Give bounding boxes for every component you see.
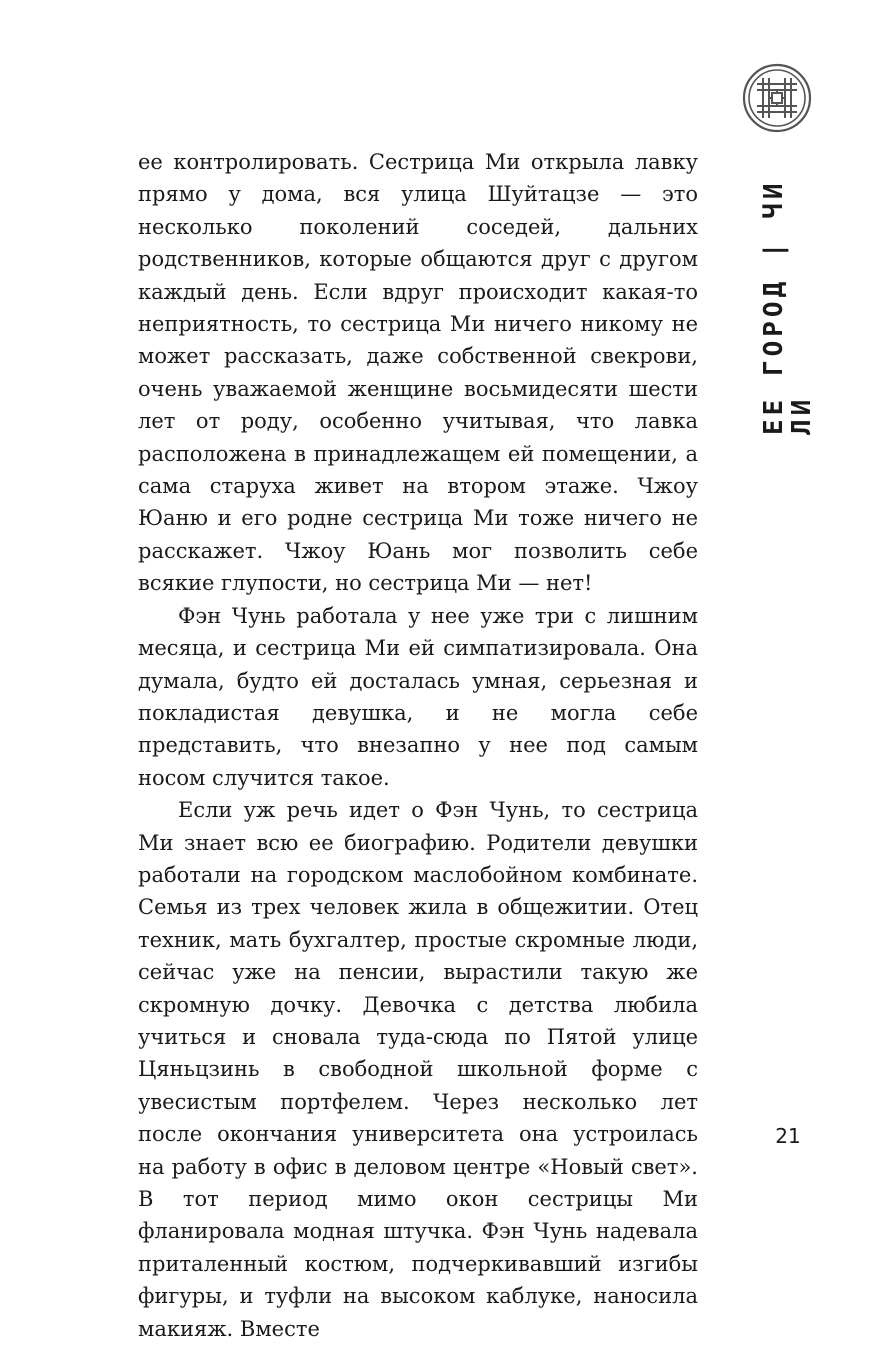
page-number: 21 <box>775 1124 801 1148</box>
paragraph: Если уж речь идет о Фэн Чунь, то сестрица Ми знает всю ее биографию. Родители девушки работали на городском маслобойном комбинате. Семья из трех человек жила в общежитии. Отец техник, мать бухгалтер, простые скромные люди, сейчас уже на пенсии, вырастили такую же скромную дочку. Девочка с детства любила учиться и сновала туда-сюда по Пятой улице Цяньцзинь в свободной школьной форме с увесистым портфелем. Через несколько лет после окончания университета она устроилась на работу в офис в деловом центре «Новый свет». В тот период мимо окон сестрицы Ми фланировала модная штучка. Фэн Чунь надевала приталенный костюм, подчеркивавший изгибы фигуры, и туфли на высоком каблуке, наносила макияж. Вместе <box>138 798 698 1341</box>
paragraph: Фэн Чунь работала у нее уже три с лишним месяца, и сестрица Ми ей симпатизировала. Она думала, будто ей досталась умная, серьезная и покладистая девушка, и не могла себе представить, что внезапно у нее под самым носом случится такое. <box>138 603 698 790</box>
paragraph: ее контролировать. Сестрица Ми открыла лавку прямо у дома, вся улица Шуйтацзе — это несколько поколений соседей, дальних родственников, которые общаются друг с другом каждый день. Если вдруг происходит какая-то неприятность, то сестрица Ми ничего никому не может рассказать, даже собственной свекрови, очень уважаемой женщине восьмидесяти шести лет от роду, особенно учитывая, что лавка расположена в принадлежащем ей помещении, а сама старуха живет на втором этаже. Чжоу Юаню и его родне сестрица Ми тоже ничего не расскажет. Чжоу Юань мог позволить себе всякие глупости, но сестрица Ми — нет! <box>138 150 698 596</box>
running-title: ЕЕ ГОРОД | ЧИ ЛИ <box>759 179 817 435</box>
page-body <box>138 146 698 1345</box>
knot-ornament-icon <box>741 62 813 134</box>
